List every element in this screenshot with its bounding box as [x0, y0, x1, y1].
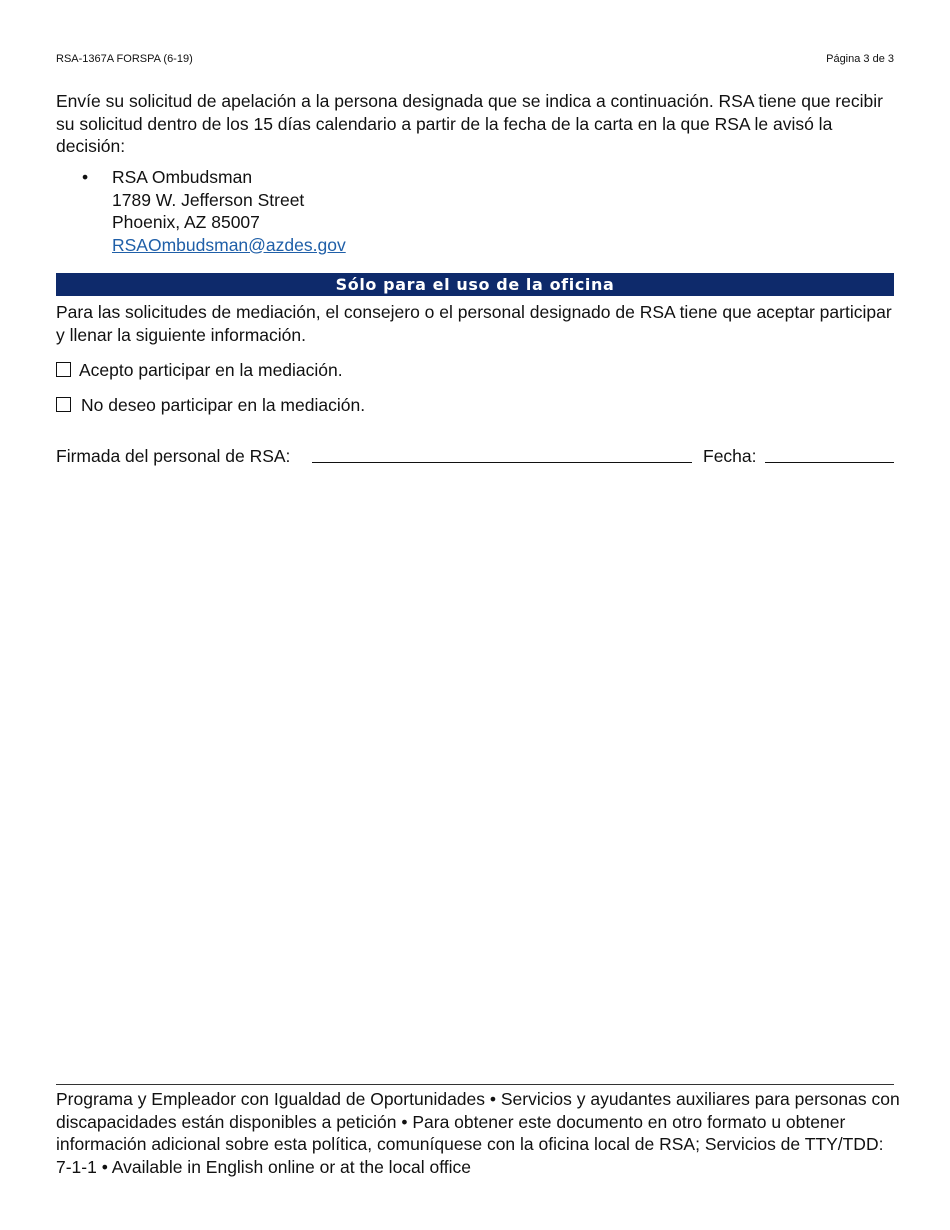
signature-row: [56, 445, 894, 469]
email-link[interactable]: RSAOmbudsman@azdes.gov: [112, 234, 346, 255]
form-id: RSA-1367A FORSPA (6-19): [56, 53, 193, 65]
signature-field[interactable]: [312, 462, 692, 463]
office-use-heading: Sólo para el uso de la oficina: [56, 273, 894, 296]
page-number: Página 3 de 3: [826, 53, 894, 65]
decline-mediation-checkbox[interactable]: [56, 397, 71, 412]
date-label: Fecha:: [703, 446, 757, 466]
decline-mediation-option[interactable]: [56, 394, 365, 416]
accept-mediation-option[interactable]: [56, 359, 343, 381]
accept-mediation-label: Acepto participar en la mediación.: [79, 360, 343, 380]
mediation-instructions: Para las solicitudes de mediación, el consejero o el personal designado de RSA tiene que aceptar participar y llenar la siguiente información.: [56, 302, 892, 345]
bullet-icon: •: [82, 167, 89, 187]
address-lines: [112, 166, 346, 256]
street-address: 1789 W. Jefferson Street: [112, 189, 305, 210]
footer-divider: [56, 1084, 894, 1085]
date-field[interactable]: [765, 462, 894, 463]
accept-mediation-checkbox[interactable]: [56, 362, 71, 377]
signature-label: Firmada del personal de RSA:: [56, 446, 291, 466]
recipient-name: RSA Ombudsman: [112, 167, 253, 187]
city-state-zip: Phoenix, AZ 85007: [112, 212, 260, 232]
decline-mediation-label: No deseo participar en la mediación.: [81, 395, 366, 415]
footer-notice: Programa y Empleador con Igualdad de Oportunidades • Servicios y ayudantes auxiliares para personas con discapacidades están disponibles a petición • Para obtener este documento en otro formato u obtener información adicional sobre esta política, comuníquese con la oficina local de RSA; Servicios de TTY/TDD: 7-1-1 • Available in English online or at the local office: [56, 1089, 900, 1177]
intro-paragraph: Envíe su solicitud de apelación a la persona designada que se indica a continuación. RSA tiene que recibir su solicitud dentro de los 15 días calendario a partir de la fecha de la carta en la que RSA le avisó la decisión:: [56, 91, 883, 156]
